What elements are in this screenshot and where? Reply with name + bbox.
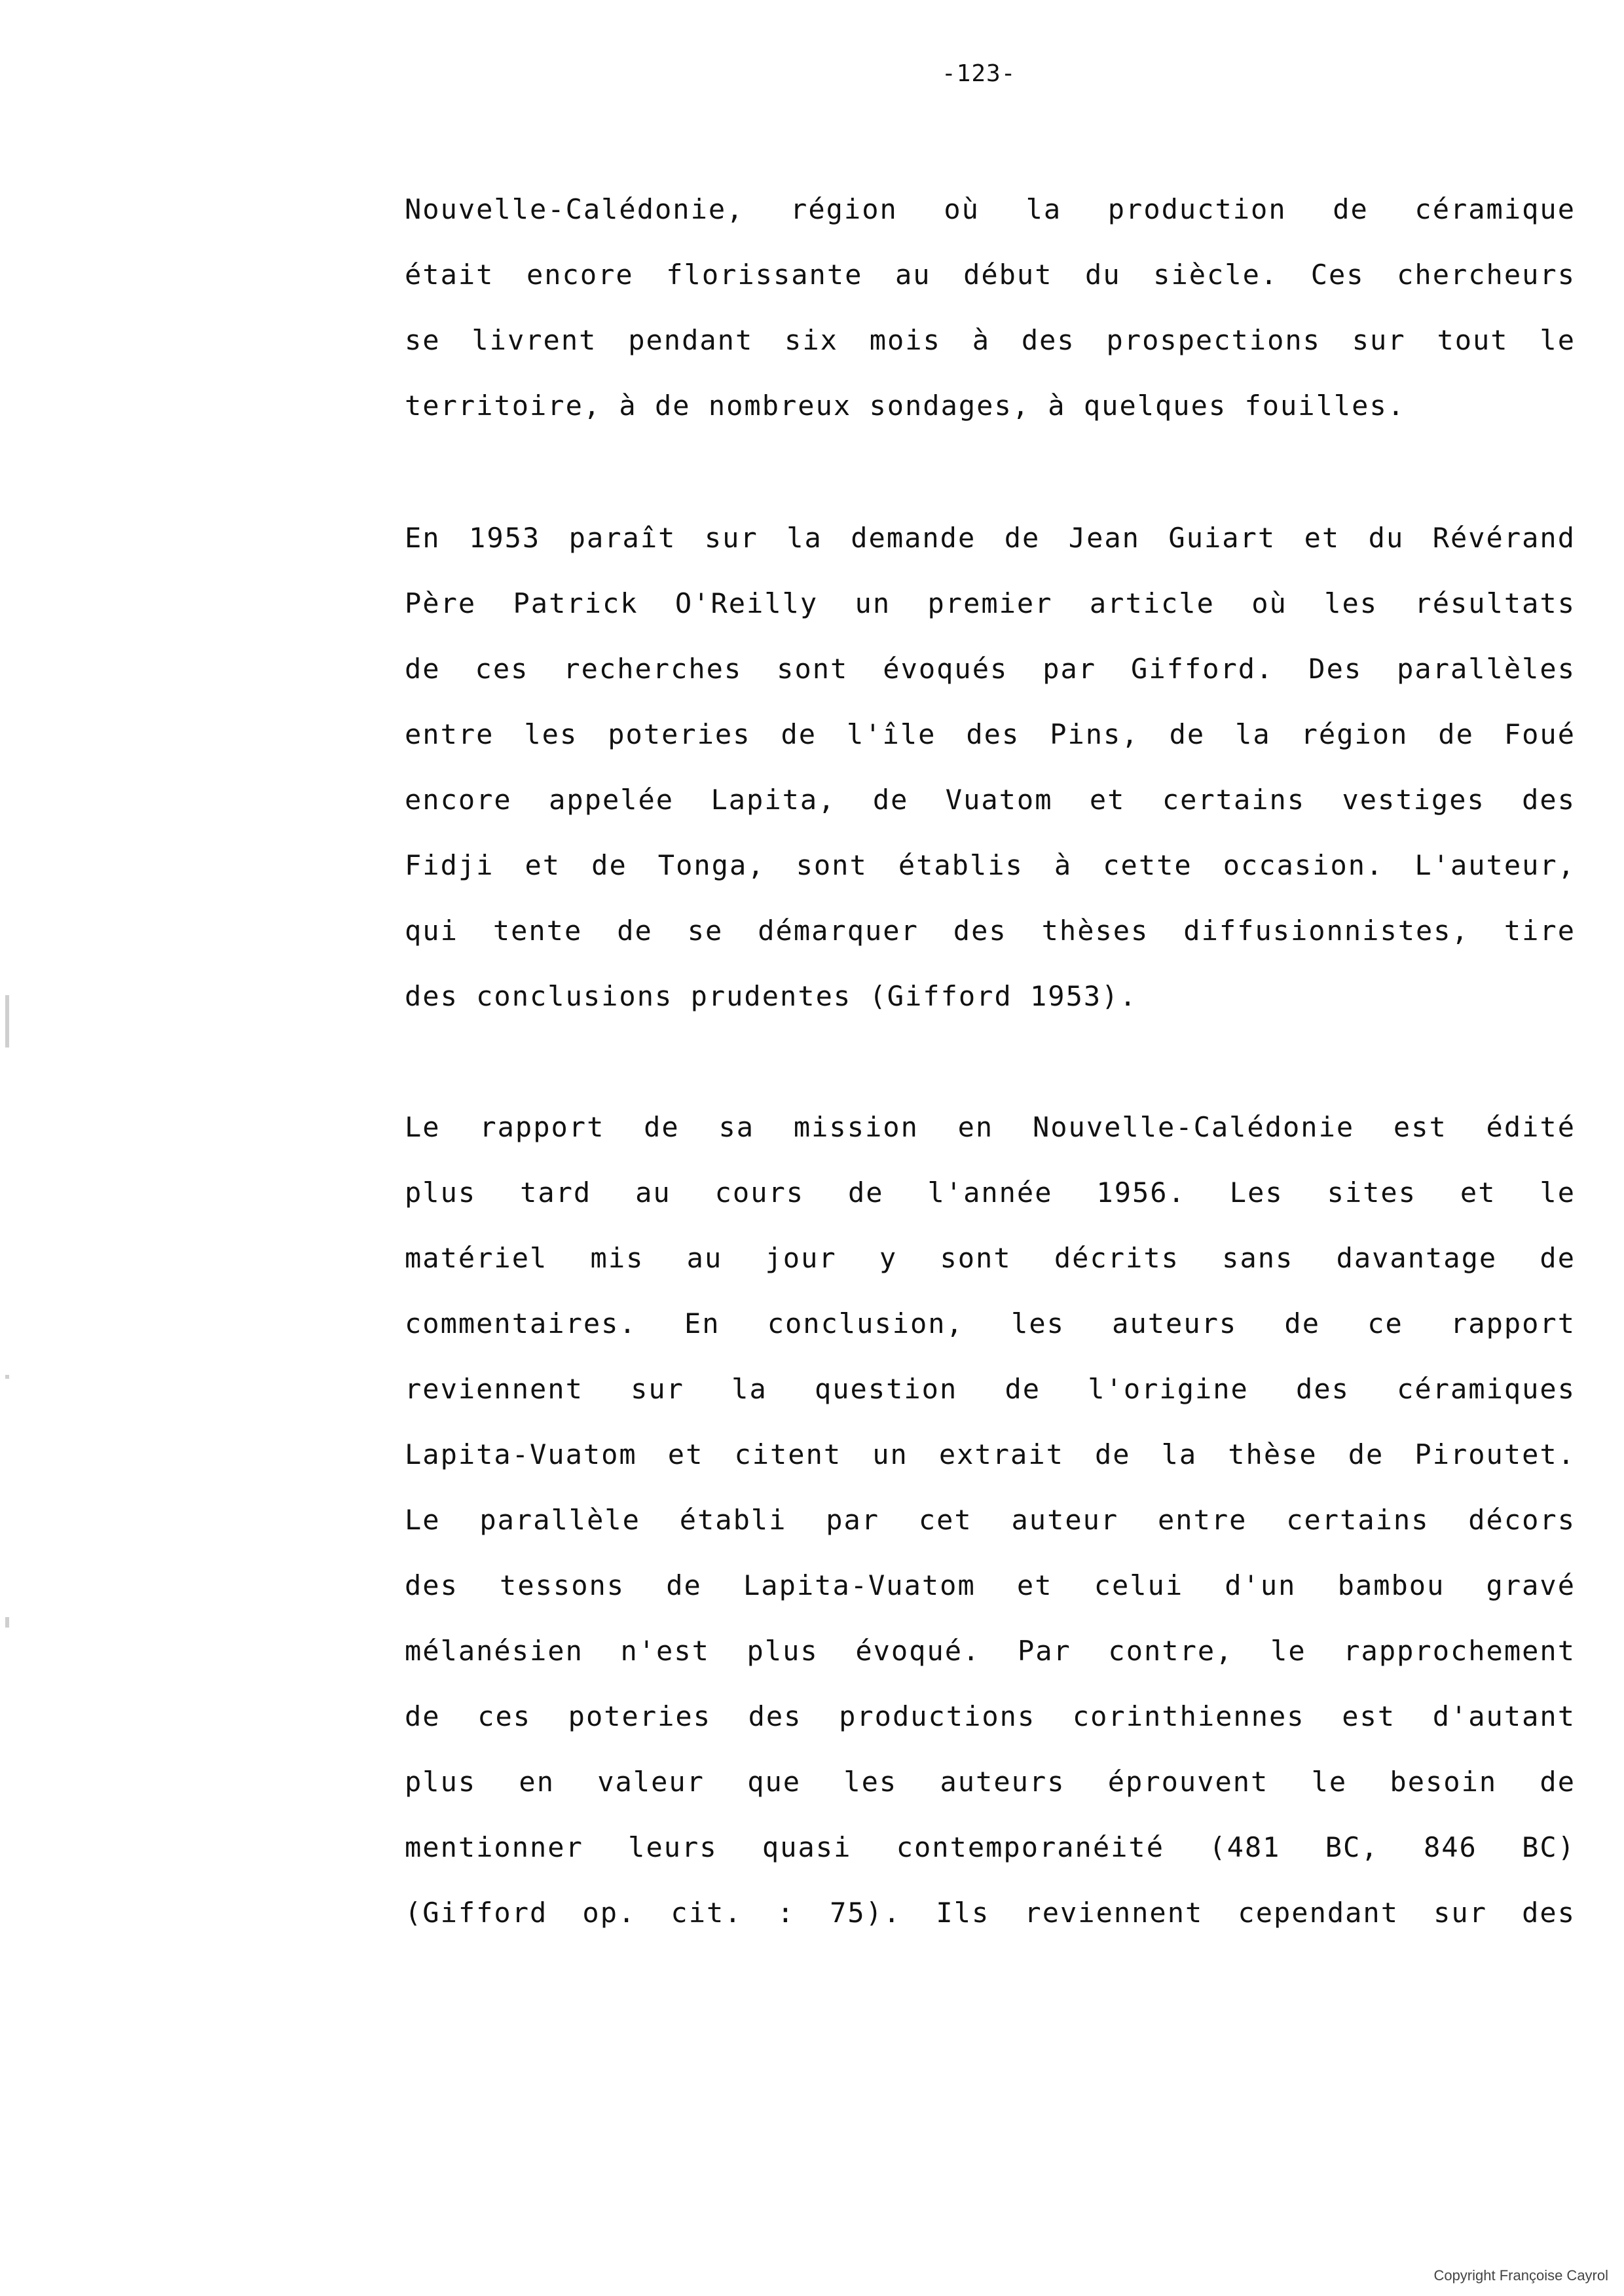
copyright-notice: Copyright Françoise Cayrol	[1433, 2267, 1608, 2284]
scan-mark	[5, 1617, 9, 1628]
text-line: Fidji et de Tonga, sont établis à cette occasion. L'auteur,	[405, 849, 1576, 881]
text-line: des conclusions prudentes (Gifford 1953).	[405, 980, 1137, 1012]
text-line: Le rapport de sa mission en Nouvelle-Calédonie est édité	[405, 1111, 1576, 1143]
text-line: plus tard au cours de l'année 1956. Les sites et le	[405, 1176, 1576, 1209]
text-line: se livrent pendant six mois à des prospections sur tout le	[405, 324, 1576, 356]
text-line: de ces recherches sont évoqués par Gifford. Des parallèles	[405, 653, 1576, 685]
text-line: (Gifford op. cit. : 75). Ils reviennent cependant sur des	[405, 1897, 1576, 1929]
page-number: -123-	[942, 60, 1016, 87]
text-line: Père Patrick O'Reilly un premier article où les résultats	[405, 587, 1576, 619]
text-line: Le parallèle établi par cet auteur entre certains décors	[405, 1504, 1576, 1536]
text-line: était encore florissante au début du siècle. Ces chercheurs	[405, 259, 1576, 291]
text-line: de ces poteries des productions corinthiennes est d'autant	[405, 1700, 1576, 1732]
text-line: des tessons de Lapita-Vuatom et celui d'un bambou gravé	[405, 1569, 1576, 1601]
text-line: mélanésien n'est plus évoqué. Par contre, le rapprochement	[405, 1635, 1576, 1667]
text-line: qui tente de se démarquer des thèses diffusionnistes, tire	[405, 915, 1576, 947]
text-line: En 1953 paraît sur la demande de Jean Guiart et du Révérand	[405, 522, 1576, 554]
text-line: matériel mis au jour y sont décrits sans davantage de	[405, 1242, 1576, 1274]
text-line: territoire, à de nombreux sondages, à quelques fouilles.	[405, 390, 1406, 422]
scan-mark	[5, 1375, 9, 1379]
text-line: commentaires. En conclusion, les auteurs de ce rapport	[405, 1307, 1576, 1339]
text-line: encore appelée Lapita, de Vuatom et certains vestiges des	[405, 784, 1576, 816]
text-line: Lapita-Vuatom et citent un extrait de la thèse de Piroutet.	[405, 1438, 1576, 1470]
text-line: mentionner leurs quasi contemporanéité (481 BC, 846 BC)	[405, 1831, 1576, 1863]
text-line: Nouvelle-Calédonie, région où la production de céramique	[405, 193, 1576, 225]
text-line: plus en valeur que les auteurs éprouvent le besoin de	[405, 1766, 1576, 1798]
text-line: reviennent sur la question de l'origine des céramiques	[405, 1373, 1576, 1405]
scan-mark	[5, 995, 9, 1048]
text-line: entre les poteries de l'île des Pins, de la région de Foué	[405, 718, 1576, 750]
